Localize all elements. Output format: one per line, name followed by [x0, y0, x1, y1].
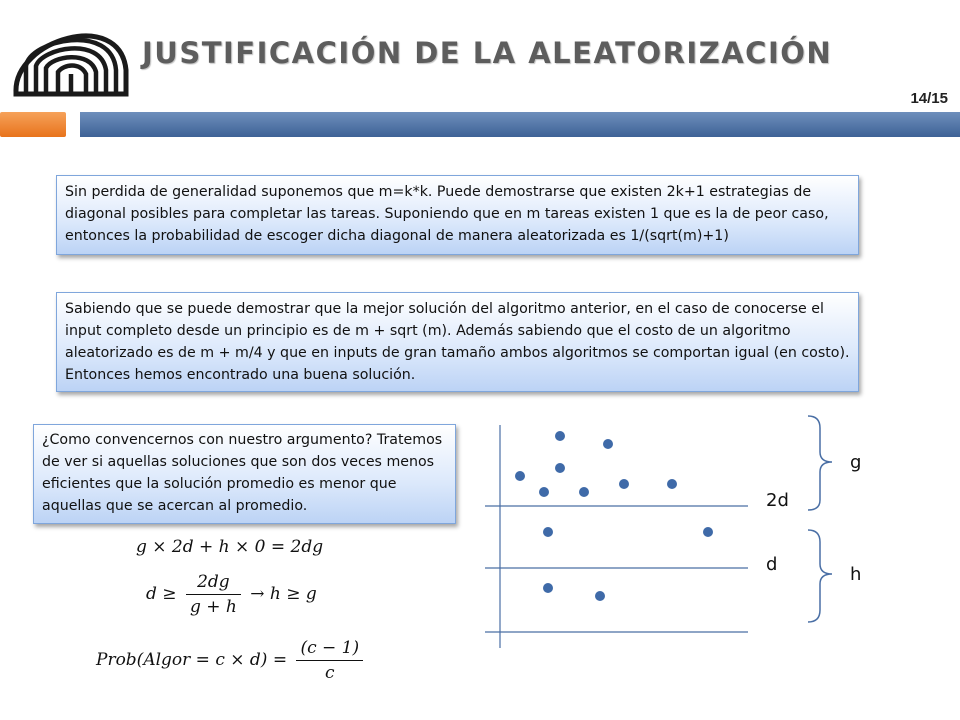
- data-point: [703, 527, 713, 537]
- label-h: h: [850, 564, 862, 585]
- text-box-argument: ¿Como convencernos con nuestro argumento? Tratemos de ver si aquellas soluciones que son dos veces menos eficientes que la solución promedio es menor que aquellas que se acercan al promedio.: [33, 424, 456, 524]
- fraction-numerator: 2dg: [186, 572, 241, 595]
- formula-probability-lhs: Prob(Algor = c × d) =: [96, 650, 288, 670]
- formula-probability: [96, 638, 367, 683]
- text-box-generality: Sin perdida de generalidad suponemos que m=k*k. Puede demostrarse que existen 2k+1 estrategias de diagonal posibles para completar las tareas. Suponiendo que en m tareas existen 1 que es la de peor caso, entonces la probabilidad de escoger dicha diagonal de manera aleatorizada es 1/(sqrt(m)+1): [56, 175, 859, 255]
- fraction-numerator: (c − 1): [296, 638, 363, 661]
- data-point: [595, 591, 605, 601]
- data-point: [539, 487, 549, 497]
- data-point: [543, 583, 553, 593]
- data-point: [543, 527, 553, 537]
- formula-inequality-lhs: d ≥: [146, 584, 177, 604]
- data-point: [555, 431, 565, 441]
- data-point: [579, 487, 589, 497]
- fraction: [296, 638, 363, 683]
- formula-inequality-rhs: → h ≥ g: [250, 584, 317, 604]
- formula-inequality: [146, 572, 317, 617]
- brace-h: [808, 530, 832, 622]
- formula-cost: g × 2d + h × 0 = 2dg: [136, 537, 324, 557]
- diagram-lines: [485, 425, 748, 648]
- header-accent-bar: [0, 112, 66, 137]
- header-bar: [80, 112, 960, 137]
- label-d: d: [766, 554, 778, 575]
- text-box-best-solution: Sabiendo que se puede demostrar que la mejor solución del algoritmo anterior, en el caso de conocerse el input completo desde un principio es de m + sqrt (m). Además sabiendo que el costo de un algoritmo aleatorizado es de m + m/4 y que en inputs de gran tamaño ambos algoritmos se comportan igual (en costo). Entonces hemos encontrado una buena solución.: [56, 292, 859, 392]
- fraction-denominator: c: [325, 663, 335, 683]
- data-point: [555, 463, 565, 473]
- brace-g: [808, 416, 832, 510]
- slide-title: JUSTIFICACIÓN DE LA ALEATORIZACIÓN: [142, 36, 833, 70]
- label-g: g: [850, 452, 862, 473]
- label-2d: 2d: [766, 490, 789, 511]
- fraction: [186, 572, 241, 617]
- data-point: [603, 439, 613, 449]
- data-point: [667, 479, 677, 489]
- data-point: [515, 471, 525, 481]
- data-point: [619, 479, 629, 489]
- fraction-denominator: g + h: [189, 597, 237, 617]
- page-number: 14/15: [910, 90, 948, 107]
